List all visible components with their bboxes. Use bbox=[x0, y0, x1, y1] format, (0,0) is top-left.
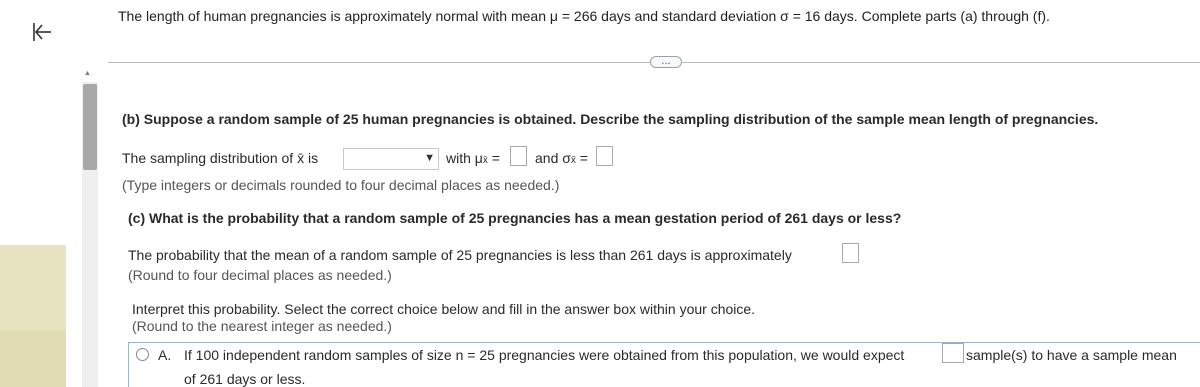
distribution-dropdown[interactable] bbox=[343, 148, 439, 170]
sd-label: and σx̄ = bbox=[535, 150, 588, 166]
choice-a-radio[interactable] bbox=[136, 348, 149, 361]
part-c-note: (Round to four decimal places as needed.) bbox=[128, 267, 392, 283]
back-arrow-icon[interactable] bbox=[31, 21, 53, 43]
mean-input-wrap bbox=[510, 146, 527, 166]
part-b-note: (Type integers or decimals rounded to four decimal places as needed.) bbox=[122, 177, 560, 193]
choice-a-text: If 100 independent random samples of size n = 25 pregnancies were obtained from this population, we would expect bbox=[184, 347, 905, 363]
sd-input-wrap bbox=[596, 146, 613, 166]
scroll-up-icon[interactable]: ▲ bbox=[84, 70, 91, 77]
choice-a-text-after: sample(s) to have a sample mean bbox=[966, 347, 1177, 363]
mean-label: with μx̄ = bbox=[446, 150, 500, 166]
choice-a-input[interactable] bbox=[942, 343, 964, 363]
choice-a-text-line2: of 261 days or less. bbox=[184, 371, 306, 387]
part-c-question: (c) What is the probability that a random sample of 25 pregnancies has a mean gestation period of 261 days or less? bbox=[128, 210, 902, 226]
left-side-panel-lower bbox=[0, 330, 66, 387]
more-button[interactable]: ... bbox=[650, 56, 682, 68]
probability-input[interactable] bbox=[842, 243, 859, 263]
part-c-answer-text: The probability that the mean of a random sample of 25 pregnancies is less than 261 days is approximately bbox=[128, 247, 792, 263]
choice-a-letter: A. bbox=[158, 347, 172, 363]
part-b-question: (b) Suppose a random sample of 25 human pregnancies is obtained. Describe the sampling distribution of the sample mean length of pregnancies. bbox=[122, 111, 1099, 127]
probability-input-wrap bbox=[842, 243, 859, 263]
mean-input[interactable] bbox=[510, 146, 527, 166]
interpret-note: (Round to the nearest integer as needed.) bbox=[132, 318, 392, 334]
dropdown-arrow-icon: ▼ bbox=[424, 152, 435, 164]
sd-input[interactable] bbox=[596, 146, 613, 166]
interpret-instruction: Interpret this probability. Select the correct choice below and fill in the answer box within your choice. bbox=[132, 301, 756, 317]
choice-a-input-wrap bbox=[938, 343, 968, 363]
scrollbar-thumb[interactable] bbox=[83, 84, 97, 170]
problem-statement: The length of human pregnancies is approximately normal with mean μ = 266 days and standard deviation σ = 16 days. Complete parts (a) through (f). bbox=[118, 8, 1050, 24]
part-b-answer-prefix: The sampling distribution of x̄ is bbox=[122, 150, 319, 166]
